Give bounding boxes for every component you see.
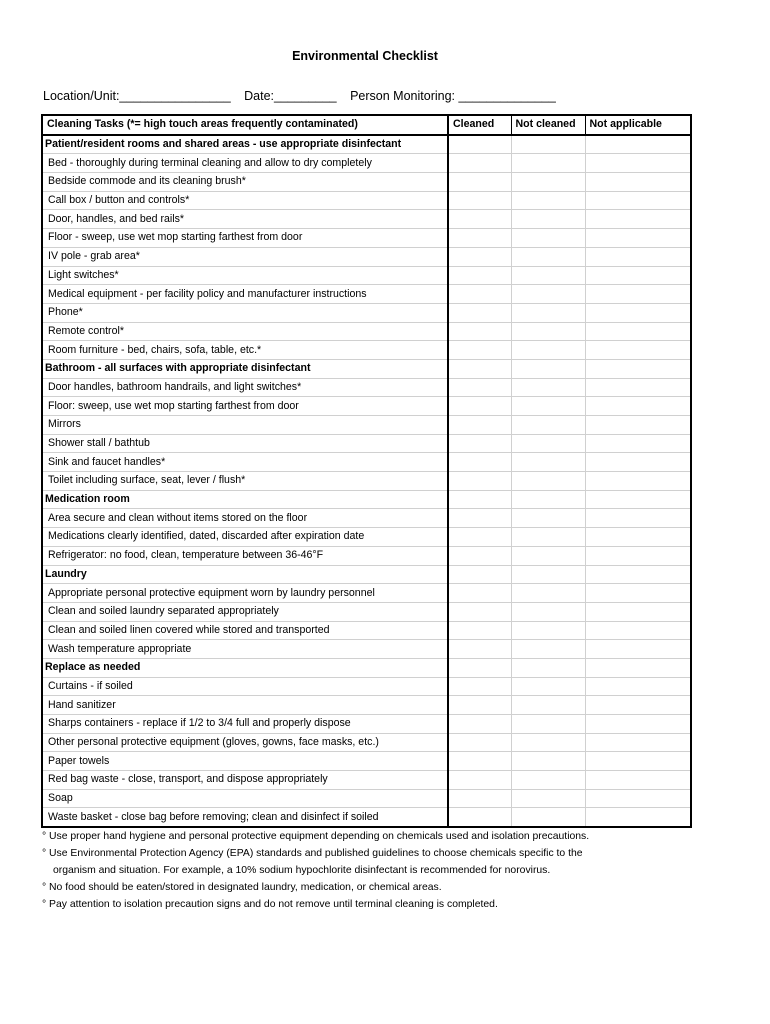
cleaned-checkbox-cell[interactable]	[448, 733, 511, 752]
cleaned-checkbox-cell[interactable]	[448, 490, 511, 509]
not-applicable-checkbox-cell[interactable]	[585, 621, 691, 640]
not-applicable-checkbox-cell[interactable]	[585, 509, 691, 528]
not-applicable-checkbox-cell[interactable]	[585, 677, 691, 696]
task-label: Clean and soiled linen covered while stored and transported	[42, 621, 448, 640]
table-row	[42, 528, 691, 547]
not-applicable-checkbox-cell[interactable]	[585, 303, 691, 322]
table-row	[42, 771, 691, 790]
cleaned-checkbox-cell[interactable]	[448, 303, 511, 322]
cleaned-checkbox-cell[interactable]	[448, 789, 511, 808]
not-cleaned-checkbox-cell[interactable]	[511, 752, 585, 771]
footnote-line: ° Use proper hand hygiene and personal protective equipment depending on chemicals used and isolation precautions.	[42, 831, 590, 842]
footnotes	[42, 828, 589, 913]
column-header-not-applicable: Not applicable	[585, 115, 691, 135]
cleaned-checkbox-cell[interactable]	[448, 210, 511, 229]
table-row	[42, 789, 691, 808]
not-applicable-checkbox-cell[interactable]	[585, 154, 691, 173]
not-applicable-checkbox-cell[interactable]	[585, 528, 691, 547]
not-applicable-checkbox-cell[interactable]	[585, 472, 691, 491]
not-cleaned-checkbox-cell[interactable]	[511, 453, 585, 472]
header-fields	[43, 89, 566, 103]
table-row	[42, 378, 691, 397]
not-applicable-checkbox-cell[interactable]	[585, 378, 691, 397]
table-row	[42, 154, 691, 173]
not-cleaned-checkbox-cell[interactable]	[511, 584, 585, 603]
not-applicable-checkbox-cell[interactable]	[585, 285, 691, 304]
table-row	[42, 696, 691, 715]
column-header-not-cleaned: Not cleaned	[511, 115, 585, 135]
task-label: Floor: sweep, use wet mop starting farthest from door	[42, 397, 448, 416]
not-applicable-checkbox-cell[interactable]	[585, 229, 691, 248]
not-cleaned-checkbox-cell[interactable]	[511, 322, 585, 341]
not-cleaned-checkbox-cell[interactable]	[511, 154, 585, 173]
cleaned-checkbox-cell[interactable]	[448, 359, 511, 378]
cleaned-checkbox-cell[interactable]	[448, 453, 511, 472]
section-row	[42, 490, 691, 509]
not-applicable-checkbox-cell[interactable]	[585, 752, 691, 771]
section-heading: Replace as needed	[42, 658, 448, 677]
table-row	[42, 247, 691, 266]
task-label: Phone*	[42, 303, 448, 322]
table-row	[42, 191, 691, 210]
cleaned-checkbox-cell[interactable]	[448, 191, 511, 210]
not-cleaned-checkbox-cell[interactable]	[511, 303, 585, 322]
not-cleaned-checkbox-cell[interactable]	[511, 696, 585, 715]
not-applicable-checkbox-cell[interactable]	[585, 808, 691, 827]
task-label: IV pole - grab area*	[42, 247, 448, 266]
cleaned-checkbox-cell[interactable]	[448, 602, 511, 621]
not-cleaned-checkbox-cell[interactable]	[511, 509, 585, 528]
section-heading: Laundry	[42, 565, 448, 584]
not-cleaned-checkbox-cell[interactable]	[511, 135, 585, 154]
task-label: Light switches*	[42, 266, 448, 285]
not-applicable-checkbox-cell[interactable]	[585, 640, 691, 659]
not-cleaned-checkbox-cell[interactable]	[511, 378, 585, 397]
not-cleaned-checkbox-cell[interactable]	[511, 789, 585, 808]
not-cleaned-checkbox-cell[interactable]	[511, 173, 585, 192]
date-field[interactable]: Date:_________	[244, 89, 337, 103]
not-cleaned-checkbox-cell[interactable]	[511, 602, 585, 621]
task-label: Wash temperature appropriate	[42, 640, 448, 659]
table-row	[42, 808, 691, 827]
table-header-row	[42, 115, 691, 135]
task-label: Refrigerator: no food, clean, temperature between 36-46°F	[42, 546, 448, 565]
table-row	[42, 397, 691, 416]
section-heading: Medication room	[42, 490, 448, 509]
footnote-line: ° No food should be eaten/stored in designated laundry, medication, or chemical areas.	[42, 882, 442, 893]
page-title: Environmental Checklist	[292, 49, 438, 63]
column-header-cleaned: Cleaned	[448, 115, 511, 135]
not-applicable-checkbox-cell[interactable]	[585, 733, 691, 752]
not-cleaned-checkbox-cell[interactable]	[511, 359, 585, 378]
task-label: Sharps containers - replace if 1/2 to 3/4 full and properly dispose	[42, 715, 448, 734]
cleaned-checkbox-cell[interactable]	[448, 229, 511, 248]
cleaned-checkbox-cell[interactable]	[448, 266, 511, 285]
not-cleaned-checkbox-cell[interactable]	[511, 528, 585, 547]
not-applicable-checkbox-cell[interactable]	[585, 696, 691, 715]
not-applicable-checkbox-cell[interactable]	[585, 546, 691, 565]
checklist-body	[42, 135, 691, 827]
not-applicable-checkbox-cell[interactable]	[585, 397, 691, 416]
table-row	[42, 416, 691, 435]
task-label: Medical equipment - per facility policy and manufacturer instructions	[42, 285, 448, 304]
table-row	[42, 715, 691, 734]
not-applicable-checkbox-cell[interactable]	[585, 135, 691, 154]
cleaned-checkbox-cell[interactable]	[448, 285, 511, 304]
task-label: Bedside commode and its cleaning brush*	[42, 173, 448, 192]
not-cleaned-checkbox-cell[interactable]	[511, 808, 585, 827]
person-monitoring-field[interactable]: Person Monitoring: ______________	[350, 89, 556, 103]
task-label: Paper towels	[42, 752, 448, 771]
task-label: Bed - thoroughly during terminal cleaning and allow to dry completely	[42, 154, 448, 173]
not-cleaned-checkbox-cell[interactable]	[511, 247, 585, 266]
cleaned-checkbox-cell[interactable]	[448, 322, 511, 341]
table-row	[42, 229, 691, 248]
task-label: Mirrors	[42, 416, 448, 435]
table-row	[42, 733, 691, 752]
not-cleaned-checkbox-cell[interactable]	[511, 341, 585, 360]
not-applicable-checkbox-cell[interactable]	[585, 266, 691, 285]
table-row	[42, 285, 691, 304]
task-label: Clean and soiled laundry separated appropriately	[42, 602, 448, 621]
cleaned-checkbox-cell[interactable]	[448, 584, 511, 603]
not-cleaned-checkbox-cell[interactable]	[511, 397, 585, 416]
table-row	[42, 509, 691, 528]
task-label: Room furniture - bed, chairs, sofa, table, etc.*	[42, 341, 448, 360]
table-row	[42, 677, 691, 696]
cleaned-checkbox-cell[interactable]	[448, 416, 511, 435]
cleaned-checkbox-cell[interactable]	[448, 154, 511, 173]
table-row	[42, 210, 691, 229]
cleaned-checkbox-cell[interactable]	[448, 677, 511, 696]
task-label: Remote control*	[42, 322, 448, 341]
table-row	[42, 472, 691, 491]
cleaned-checkbox-cell[interactable]	[448, 135, 511, 154]
cleaned-checkbox-cell[interactable]	[448, 658, 511, 677]
cleaned-checkbox-cell[interactable]	[448, 434, 511, 453]
cleaned-checkbox-cell[interactable]	[448, 509, 511, 528]
not-cleaned-checkbox-cell[interactable]	[511, 266, 585, 285]
footnote-line: ° Use Environmental Protection Agency (EPA) standards and published guidelines to choose chemicals specific to the	[42, 848, 583, 859]
not-cleaned-checkbox-cell[interactable]	[511, 191, 585, 210]
task-label: Shower stall / bathtub	[42, 434, 448, 453]
task-label: Door, handles, and bed rails*	[42, 210, 448, 229]
table-row	[42, 584, 691, 603]
not-cleaned-checkbox-cell[interactable]	[511, 210, 585, 229]
not-cleaned-checkbox-cell[interactable]	[511, 658, 585, 677]
not-applicable-checkbox-cell[interactable]	[585, 359, 691, 378]
table-row	[42, 752, 691, 771]
table-row	[42, 602, 691, 621]
not-applicable-checkbox-cell[interactable]	[585, 789, 691, 808]
section-row	[42, 565, 691, 584]
not-cleaned-checkbox-cell[interactable]	[511, 621, 585, 640]
task-label: Other personal protective equipment (gloves, gowns, face masks, etc.)	[42, 733, 448, 752]
task-label: Toilet including surface, seat, lever / flush*	[42, 472, 448, 491]
not-cleaned-checkbox-cell[interactable]	[511, 416, 585, 435]
not-cleaned-checkbox-cell[interactable]	[511, 285, 585, 304]
section-row	[42, 359, 691, 378]
table-row	[42, 640, 691, 659]
table-row	[42, 434, 691, 453]
not-cleaned-checkbox-cell[interactable]	[511, 490, 585, 509]
task-label: Soap	[42, 789, 448, 808]
section-row	[42, 135, 691, 154]
table-row	[42, 322, 691, 341]
not-applicable-checkbox-cell[interactable]	[585, 490, 691, 509]
cleaned-checkbox-cell[interactable]	[448, 565, 511, 584]
not-applicable-checkbox-cell[interactable]	[585, 173, 691, 192]
not-cleaned-checkbox-cell[interactable]	[511, 640, 585, 659]
task-label: Medications clearly identified, dated, discarded after expiration date	[42, 528, 448, 547]
not-applicable-checkbox-cell[interactable]	[585, 210, 691, 229]
cleaned-checkbox-cell[interactable]	[448, 173, 511, 192]
cleaned-checkbox-cell[interactable]	[448, 752, 511, 771]
table-row	[42, 453, 691, 472]
not-applicable-checkbox-cell[interactable]	[585, 715, 691, 734]
table-row	[42, 173, 691, 192]
not-applicable-checkbox-cell[interactable]	[585, 341, 691, 360]
task-label: Waste basket - close bag before removing; clean and disinfect if soiled	[42, 808, 448, 827]
location-field[interactable]: Location/Unit:________________	[43, 89, 231, 103]
not-cleaned-checkbox-cell[interactable]	[511, 229, 585, 248]
not-applicable-checkbox-cell[interactable]	[585, 602, 691, 621]
task-label: Appropriate personal protective equipment worn by laundry personnel	[42, 584, 448, 603]
table-row	[42, 303, 691, 322]
task-label: Hand sanitizer	[42, 696, 448, 715]
cleaned-checkbox-cell[interactable]	[448, 808, 511, 827]
cleaned-checkbox-cell[interactable]	[448, 546, 511, 565]
not-cleaned-checkbox-cell[interactable]	[511, 472, 585, 491]
task-label: Red bag waste - close, transport, and dispose appropriately	[42, 771, 448, 790]
not-applicable-checkbox-cell[interactable]	[585, 453, 691, 472]
cleaned-checkbox-cell[interactable]	[448, 378, 511, 397]
not-applicable-checkbox-cell[interactable]	[585, 565, 691, 584]
not-applicable-checkbox-cell[interactable]	[585, 584, 691, 603]
cleaned-checkbox-cell[interactable]	[448, 528, 511, 547]
checklist-table	[41, 114, 692, 828]
not-cleaned-checkbox-cell[interactable]	[511, 546, 585, 565]
table-row	[42, 341, 691, 360]
not-applicable-checkbox-cell[interactable]	[585, 322, 691, 341]
task-label: Sink and faucet handles*	[42, 453, 448, 472]
not-cleaned-checkbox-cell[interactable]	[511, 434, 585, 453]
table-row	[42, 546, 691, 565]
footnote-line: ° Pay attention to isolation precaution signs and do not remove until terminal cleaning is completed.	[42, 899, 498, 910]
not-applicable-checkbox-cell[interactable]	[585, 658, 691, 677]
not-cleaned-checkbox-cell[interactable]	[511, 771, 585, 790]
cleaned-checkbox-cell[interactable]	[448, 397, 511, 416]
column-header-tasks: Cleaning Tasks (*= high touch areas frequently contaminated)	[42, 115, 448, 135]
task-label: Area secure and clean without items stored on the floor	[42, 509, 448, 528]
cleaned-checkbox-cell[interactable]	[448, 640, 511, 659]
not-applicable-checkbox-cell[interactable]	[585, 191, 691, 210]
cleaned-checkbox-cell[interactable]	[448, 696, 511, 715]
not-cleaned-checkbox-cell[interactable]	[511, 565, 585, 584]
not-applicable-checkbox-cell[interactable]	[585, 771, 691, 790]
cleaned-checkbox-cell[interactable]	[448, 341, 511, 360]
cleaned-checkbox-cell[interactable]	[448, 715, 511, 734]
task-label: Floor - sweep, use wet mop starting farthest from door	[42, 229, 448, 248]
task-label: Curtains - if soiled	[42, 677, 448, 696]
not-applicable-checkbox-cell[interactable]	[585, 247, 691, 266]
cleaned-checkbox-cell[interactable]	[448, 472, 511, 491]
task-label: Call box / button and controls*	[42, 191, 448, 210]
table-row	[42, 266, 691, 285]
not-applicable-checkbox-cell[interactable]	[585, 434, 691, 453]
section-heading: Patient/resident rooms and shared areas - use appropriate disinfectant	[42, 135, 448, 154]
not-cleaned-checkbox-cell[interactable]	[511, 677, 585, 696]
table-row	[42, 621, 691, 640]
cleaned-checkbox-cell[interactable]	[448, 621, 511, 640]
footnote-line: organism and situation. For example, a 10% sodium hypochlorite disinfectant is recommended for norovirus.	[53, 865, 551, 876]
not-applicable-checkbox-cell[interactable]	[585, 416, 691, 435]
cleaned-checkbox-cell[interactable]	[448, 771, 511, 790]
section-heading: Bathroom - all surfaces with appropriate disinfectant	[42, 359, 448, 378]
section-row	[42, 658, 691, 677]
not-cleaned-checkbox-cell[interactable]	[511, 715, 585, 734]
not-cleaned-checkbox-cell[interactable]	[511, 733, 585, 752]
cleaned-checkbox-cell[interactable]	[448, 247, 511, 266]
task-label: Door handles, bathroom handrails, and light switches*	[42, 378, 448, 397]
